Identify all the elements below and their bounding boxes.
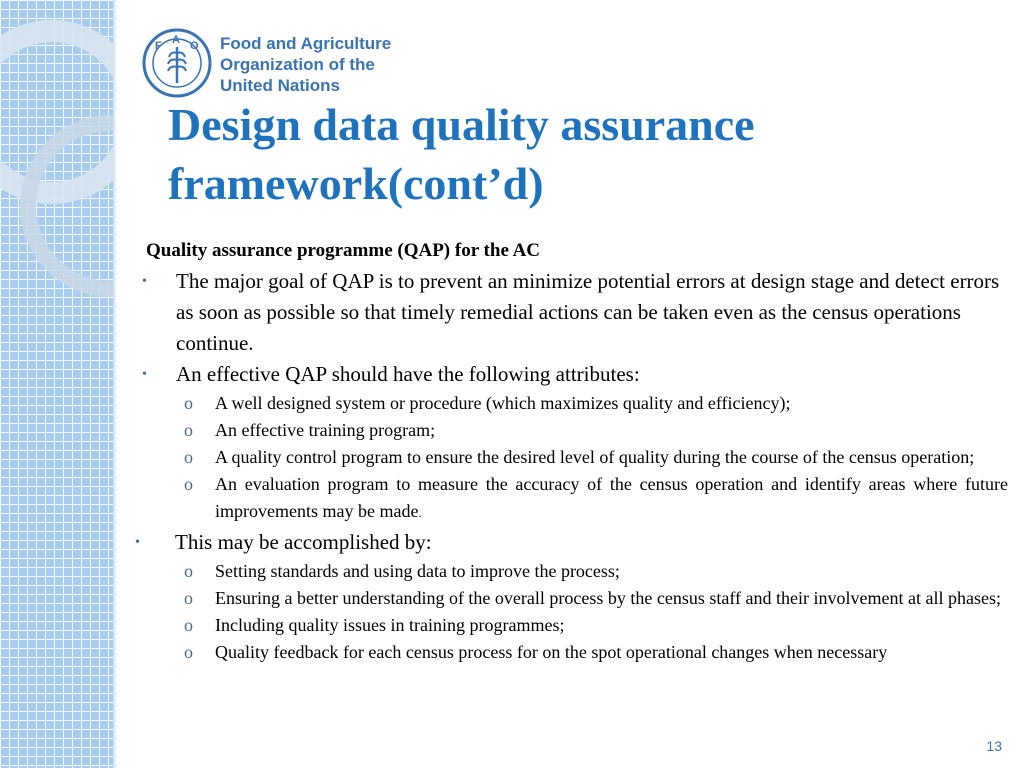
sub-bullet-icon: o [184,474,193,494]
page-number: 13 [986,738,1002,754]
slide-title-line: framework(cont’d) [168,158,544,209]
sub-bullet-item [130,390,1008,417]
sub-bullet-item [130,444,1008,471]
sub-bullet-text: Including quality issues in training programmes; [215,615,565,635]
sub-bullet-item [130,585,1008,612]
bullet-icon: • [142,367,147,382]
bullet-item [130,527,1008,558]
decorative-sidebar [0,0,113,768]
sub-bullet-icon: o [184,642,193,662]
sub-bullet-item [130,612,1008,639]
sub-bullet-icon: o [184,393,193,413]
sub-bullet-text: A well designed system or procedure (which maximizes quality and efficiency); [215,393,791,413]
sub-bullet-text: Ensuring a better understanding of the overall process by the census staff and their involvement at all phases; [215,588,1001,608]
fao-logo-icon [141,27,213,99]
bullet-item [130,266,1008,359]
sub-bullet-icon: o [184,561,193,581]
section-heading: Quality assurance programme (QAP) for the AC [146,240,541,261]
bullet-text: This may be accomplished by: [175,530,432,554]
logo-letter-o: O [190,40,199,52]
sub-bullet-text: Quality feedback for each census process for on the spot operational changes when necessary [215,642,888,662]
sub-bullet-text: A quality control program to ensure the desired level of quality during the course of the census operation; [215,447,975,467]
sub-bullet-item [130,639,1008,666]
organization-name-line: Food and Agriculture [220,34,392,53]
sub-bullet-icon: o [184,615,193,635]
sub-bullet-item [130,417,1008,444]
sub-bullet-icon: o [184,588,193,608]
sub-bullet-text: Setting standards and using data to improve the process; [215,561,620,581]
slide-title [168,95,755,213]
organization-name [220,33,391,96]
sub-bullet-item [130,471,1008,527]
sub-bullet-icon: o [184,420,193,440]
sub-bullet-text: An effective training program; [215,420,436,440]
bullet-text: An effective QAP should have the following attributes: [176,362,640,386]
bullet-icon: • [135,535,140,550]
slide-body [130,238,1008,666]
organization-name-line: United Nations [220,76,340,95]
bullet-text: The major goal of QAP is to prevent an minimize potential errors at design stage and detect errors as soon as possible so that timely remedial actions can be taken even as the census operations continue. [176,269,1000,355]
sidebar-edge [113,0,117,768]
organization-name-line: Organization of the [220,55,375,74]
sub-bullet-text: An evaluation program to measure the accuracy of the census operation and identify areas where future improvements may be made [215,474,1008,521]
logo-letter-f: F [155,40,162,52]
trailing-period: . [418,506,422,520]
slide-title-line: Design data quality assurance [168,99,755,150]
sub-bullet-item [130,558,1008,585]
bullet-icon: • [142,274,147,289]
logo-letter-a: A [172,34,180,46]
sub-bullet-icon: o [184,447,193,467]
bullet-item [130,359,1008,390]
